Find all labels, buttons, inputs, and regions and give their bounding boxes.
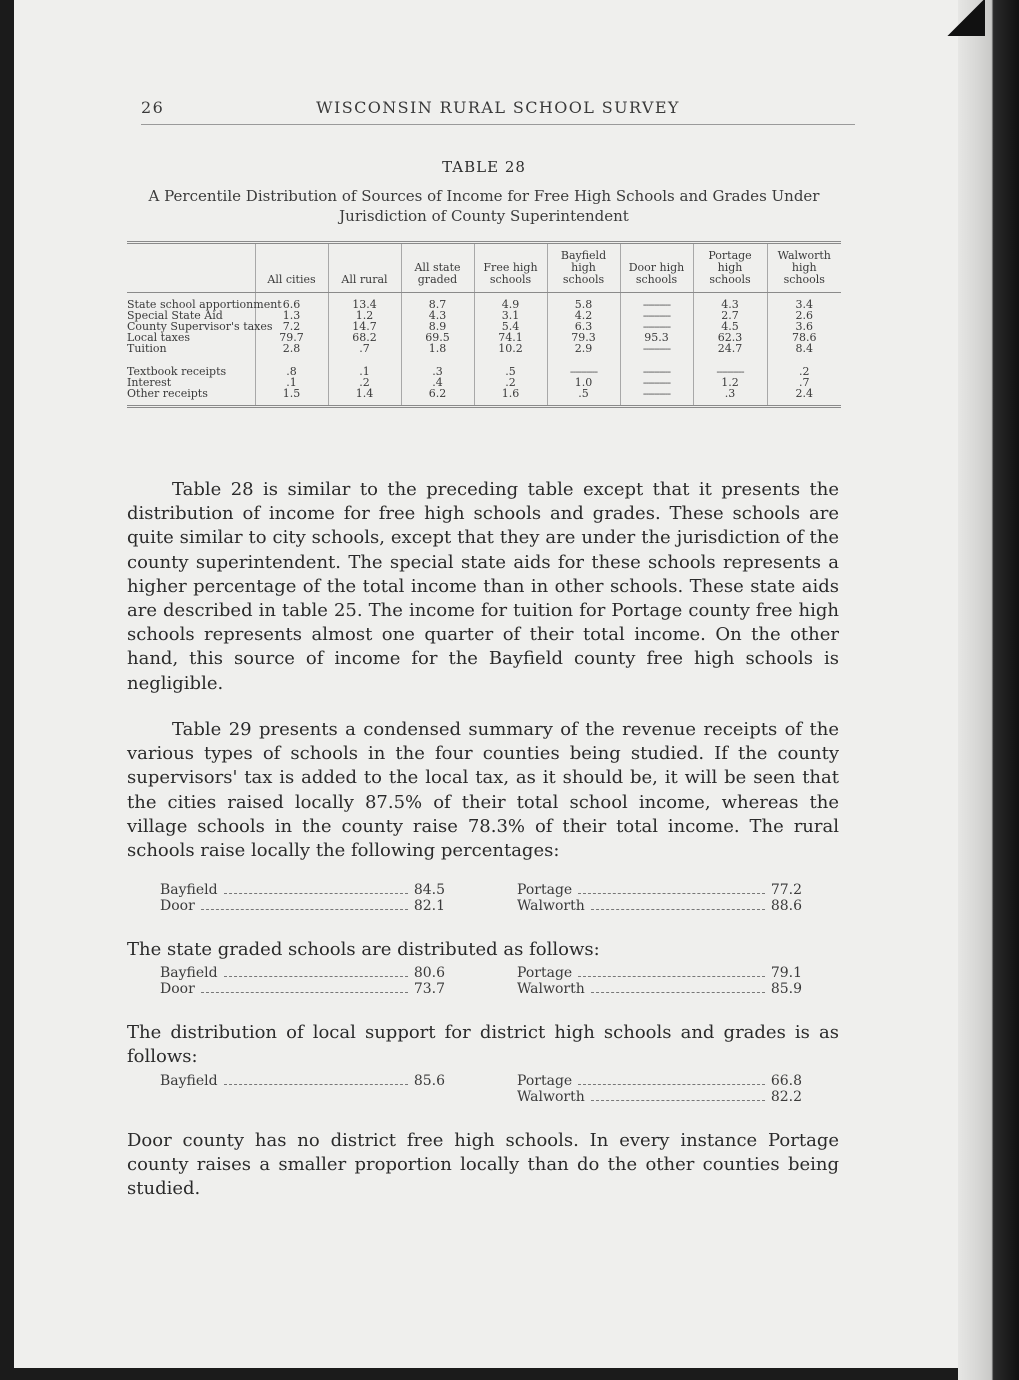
row-label: Textbook receipts <box>127 365 227 378</box>
table-cell: 4.9 <box>474 293 547 311</box>
table-cell: 14.7 <box>328 321 401 332</box>
table-cell: 24.7 <box>693 343 767 354</box>
table-cell: 62.3 <box>693 332 767 343</box>
table-cell: 3.6 <box>767 321 841 332</box>
table-cell: ---------- <box>693 366 767 377</box>
table-cell: 8.4 <box>767 343 841 354</box>
table-cell: 74.1 <box>474 332 547 343</box>
table-cell: 1.4 <box>328 388 401 407</box>
paragraph-table-28: Table 28 is similar to the preceding table except that it presents the distribution of income for free high schools and grades. These schools are quite similar to city schools, except that they are under the jurisdiction of the county superintendent. The special state aids for these schools represents a higher percentage of the total income than in other schools. These state aids are described in table 25. The income for tuition for Portage county free high schools represents almost one quarter of their total income. On the other hand, this source of income for the Bayfield county free high schools is negligible. <box>127 479 839 694</box>
table-cell: .2 <box>767 366 841 377</box>
table-cell: 2.9 <box>547 343 620 354</box>
column-header: All cities <box>255 243 328 293</box>
table-cell: 4.5 <box>693 321 767 332</box>
rate-line: Door 73.7 <box>160 981 445 997</box>
table-cell: .1 <box>255 377 328 388</box>
rate-line: Portage 79.1 <box>517 965 802 981</box>
table-cell: 8.9 <box>401 321 474 332</box>
table-cell: 2.8 <box>255 343 328 354</box>
table-cell: 2.4 <box>767 388 841 407</box>
table-cell: 6.3 <box>547 321 620 332</box>
table-cell: 5.4 <box>474 321 547 332</box>
income-distribution-table <box>127 241 841 408</box>
row-label: Local taxes <box>127 331 190 344</box>
table-title: TABLE 28 <box>442 158 526 176</box>
running-header <box>141 96 855 125</box>
table-cell: ---------- <box>620 377 693 388</box>
rate-line: Walworth 88.6 <box>517 898 802 914</box>
table-row <box>127 293 841 311</box>
rural-rates-left <box>160 882 445 914</box>
rate-line: Walworth 82.2 <box>517 1089 802 1105</box>
table-cell: .8 <box>255 366 328 377</box>
table-cell: 8.7 <box>401 293 474 311</box>
stub-header <box>127 243 255 293</box>
paragraph-district-high: The distribution of local support for district high schools and grades is as follows: <box>127 1022 839 1068</box>
column-header: Free high schools <box>474 243 547 293</box>
table-cell: 1.2 <box>693 377 767 388</box>
table-cell: ---------- <box>620 321 693 332</box>
paragraph-conclusion: Door county has no district free high schools. In every instance Portage county raises a smaller proportion locally than do the other counties being studied. <box>127 1130 839 1200</box>
table-cell: 2.7 <box>693 310 767 321</box>
paragraph-table-29: Table 29 presents a condensed summary of the revenue receipts of the various types of schools in the four counties being studied. If the county supervisors' tax is added to the local tax, as it should be, it will be seen that the cities raised locally 87.5% of their total school income, whereas the village schools in the county raise 78.3% of their total income. The rural schools raise locally the following percentages: <box>127 719 839 862</box>
rate-line: Bayfield 85.6 <box>160 1073 445 1089</box>
running-title: WISCONSIN RURAL SCHOOL SURVEY <box>316 98 680 117</box>
table-cell: 1.2 <box>328 310 401 321</box>
rate-line: Bayfield 80.6 <box>160 965 445 981</box>
table-cell: 1.6 <box>474 388 547 407</box>
table-cell: .2 <box>474 377 547 388</box>
column-header: Bayfield high schools <box>547 243 620 293</box>
table-cell: 95.3 <box>620 332 693 343</box>
table-header-row <box>127 243 841 293</box>
column-header: All rural <box>328 243 401 293</box>
rate-line: Door 82.1 <box>160 898 445 914</box>
table-cell: .2 <box>328 377 401 388</box>
column-header: All state graded <box>401 243 474 293</box>
column-header: Walworth high schools <box>767 243 841 293</box>
rate-line: Bayfield 84.5 <box>160 882 445 898</box>
table-cell: 1.8 <box>401 343 474 354</box>
page-number: 26 <box>141 98 165 117</box>
table-cell: 4.3 <box>693 293 767 311</box>
column-header: Door high schools <box>620 243 693 293</box>
table-cell: ---------- <box>620 293 693 311</box>
table-cell: 7.2 <box>255 321 328 332</box>
table-cell: .5 <box>474 366 547 377</box>
table-cell: 6.2 <box>401 388 474 407</box>
table-cell: ---------- <box>620 388 693 407</box>
scan-corner <box>945 0 985 36</box>
table-cell: 3.4 <box>767 293 841 311</box>
district-rates-left <box>160 1073 445 1089</box>
table-cell: .3 <box>401 366 474 377</box>
table-cell: 2.6 <box>767 310 841 321</box>
table-cell: 68.2 <box>328 332 401 343</box>
table-cell: .1 <box>328 366 401 377</box>
table-body <box>127 293 841 407</box>
table-cell: 79.3 <box>547 332 620 343</box>
table-cell: 1.5 <box>255 388 328 407</box>
table-cell: 6.6 <box>255 293 328 311</box>
table-cell: ---------- <box>620 310 693 321</box>
row-label: Other receipts <box>127 387 208 400</box>
table-cell: 1.3 <box>255 310 328 321</box>
scan-edge <box>958 0 1019 1380</box>
table-cell: .7 <box>328 343 401 354</box>
row-label: Tuition <box>127 342 167 355</box>
row-label: State school apportionment <box>127 298 282 311</box>
table-cell: 4.3 <box>401 310 474 321</box>
table-cell: 78.6 <box>767 332 841 343</box>
table-cell: .4 <box>401 377 474 388</box>
table-cell: 13.4 <box>328 293 401 311</box>
row-label: Interest <box>127 376 172 389</box>
table-cell: 5.8 <box>547 293 620 311</box>
table-cell: ---------- <box>620 366 693 377</box>
table-cell: ---------- <box>547 366 620 377</box>
rate-line: Portage 66.8 <box>517 1073 802 1089</box>
table-cell: 1.0 <box>547 377 620 388</box>
row-label: Special State Aid <box>127 309 223 322</box>
row-label: County Supervisor's taxes <box>127 320 273 333</box>
table-cell: 69.5 <box>401 332 474 343</box>
rural-rates-right <box>517 882 802 914</box>
table-cell: 79.7 <box>255 332 328 343</box>
table-cell: 3.1 <box>474 310 547 321</box>
district-rates-right <box>517 1073 802 1105</box>
paragraph-state-graded: The state graded schools are distributed as follows: <box>127 939 600 960</box>
table-cell: 10.2 <box>474 343 547 354</box>
table-row <box>127 388 841 407</box>
table-cell: .3 <box>693 388 767 407</box>
table-cell: .5 <box>547 388 620 407</box>
table-cell: 4.2 <box>547 310 620 321</box>
state-graded-rates-right <box>517 965 802 997</box>
state-graded-rates-left <box>160 965 445 997</box>
table-cell: .7 <box>767 377 841 388</box>
rate-line: Walworth 85.9 <box>517 981 802 997</box>
rate-line: Portage 77.2 <box>517 882 802 898</box>
column-header: Portage high schools <box>693 243 767 293</box>
table-cell: ---------- <box>620 343 693 354</box>
table-caption: A Percentile Distribution of Sources of Income for Free High Schools and Grades Under Jurisdiction of County Superintendent <box>148 187 820 225</box>
table-row <box>127 343 841 354</box>
